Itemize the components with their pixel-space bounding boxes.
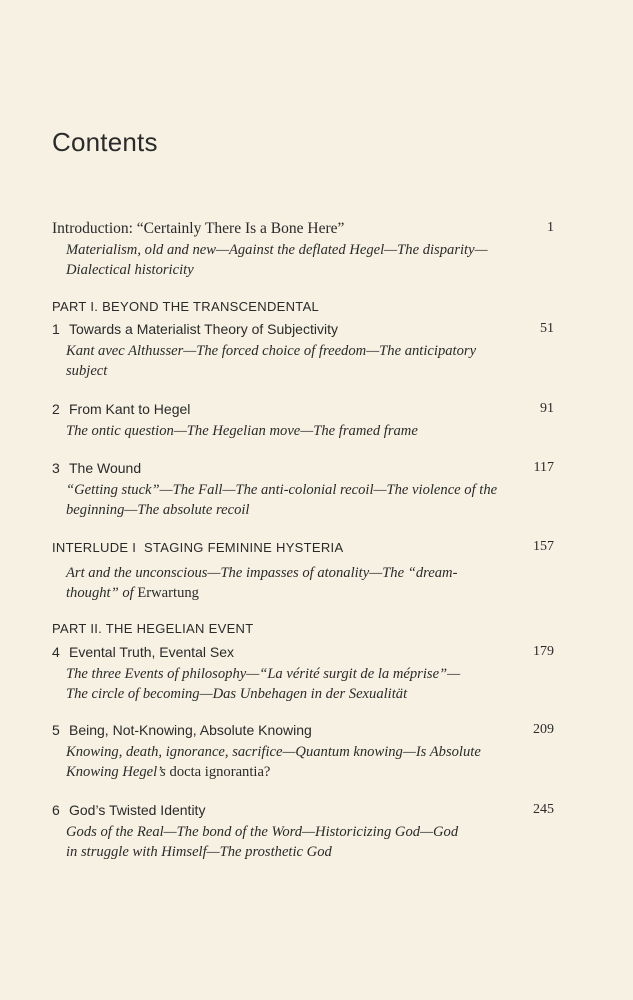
subtitle-line: [66, 762, 536, 782]
entry-title: God’s Twisted Identity: [69, 802, 206, 818]
entry-subtitle: [52, 240, 536, 280]
toc-entry-chapter-6[interactable]: [52, 802, 554, 862]
entry-heading-line: [52, 220, 554, 240]
subtitle-line: Dialectical historicity: [66, 262, 194, 278]
entry-heading-line: [52, 802, 554, 822]
toc-entry-chapter-1[interactable]: [52, 321, 554, 381]
entry-subtitle: [52, 664, 536, 704]
entry-title: The Wound: [69, 460, 142, 476]
page-title: Contents: [52, 127, 158, 157]
page-number: 1: [547, 220, 554, 235]
chapter-number: 4: [52, 644, 60, 660]
subtitle-text: thought” of: [66, 585, 138, 601]
subtitle-line: in struggle with Himself—The prosthetic God: [66, 844, 332, 860]
chapter-number: 5: [52, 722, 60, 738]
subtitle-line: The three Events of philosophy—“La vérité surgit de la méprise”—: [66, 666, 461, 682]
work-title: Erwartung: [137, 585, 199, 601]
entry-heading-line: [52, 460, 554, 480]
page-number: 51: [540, 321, 554, 336]
entry-heading-line: [52, 539, 554, 559]
entry-title: Introduction: “Certainly There Is a Bone Here”: [52, 220, 345, 237]
subtitle-line: Kant avec Althusser—The forced choice of freedom—The anticipatory: [66, 343, 477, 359]
subtitle-line: “Getting stuck”—The Fall—The anti-colonial recoil—The violence of the: [66, 482, 498, 498]
page-number: 209: [533, 722, 554, 737]
entry-title: From Kant to Hegel: [69, 401, 191, 417]
page-number: 91: [540, 401, 554, 416]
entry-title: Being, Not-Knowing, Absolute Knowing: [69, 722, 312, 738]
entry-title: Towards a Materialist Theory of Subjectivity: [69, 321, 338, 337]
subtitle-line: Materialism, old and new—Against the deflated Hegel—The disparity—: [66, 242, 488, 258]
subtitle-line: beginning—The absolute recoil: [66, 502, 250, 518]
part-heading-1: PART I. BEYOND THE TRANSCENDENTAL: [52, 299, 320, 314]
chapter-number: 6: [52, 802, 60, 818]
toc-entry-introduction[interactable]: [52, 220, 554, 280]
subtitle-text: Knowing Hegel’s: [66, 764, 170, 780]
chapter-number: 3: [52, 460, 60, 476]
entry-subtitle: [52, 742, 536, 782]
latin-term: docta ignorantia?: [169, 764, 271, 780]
entry-subtitle: [52, 822, 536, 862]
page-number: 179: [533, 644, 554, 659]
entry-subtitle: [52, 480, 536, 520]
part-heading-2: PART II. THE HEGELIAN EVENT: [52, 621, 254, 636]
entry-title: Evental Truth, Evental Sex: [69, 644, 234, 660]
toc-entry-chapter-4[interactable]: [52, 644, 554, 704]
entry-heading-line: [52, 722, 554, 742]
subtitle-line: The circle of becoming—Das Unbehagen in der Sexualität: [66, 686, 408, 702]
chapter-number: 1: [52, 321, 60, 337]
subtitle-line: Art and the unconscious—The impasses of atonality—The “dream-: [66, 565, 458, 581]
subtitle-line: Gods of the Real—The bond of the Word—Historicizing God—God: [66, 824, 459, 840]
toc-entry-chapter-2[interactable]: [52, 401, 554, 441]
page-number: 117: [533, 460, 554, 475]
entry-subtitle: [52, 341, 536, 381]
page-number: 245: [533, 802, 554, 817]
subtitle-line: Knowing, death, ignorance, sacrifice—Quantum knowing—Is Absolute: [66, 744, 481, 760]
toc-entry-interlude[interactable]: [52, 539, 554, 603]
toc-entry-chapter-5[interactable]: [52, 722, 554, 782]
subtitle-line: The ontic question—The Hegelian move—The framed frame: [66, 423, 418, 439]
entry-subtitle: [52, 563, 536, 603]
subtitle-line: [66, 583, 536, 603]
toc-entry-chapter-3[interactable]: [52, 460, 554, 520]
page-number: 157: [533, 539, 554, 554]
entry-subtitle: [52, 421, 536, 441]
entry-heading-line: [52, 321, 554, 341]
entry-title: INTERLUDE I STAGING FEMININE HYSTERIA: [52, 540, 344, 555]
entry-heading-line: [52, 644, 554, 664]
chapter-number: 2: [52, 401, 60, 417]
subtitle-line: subject: [66, 363, 108, 379]
entry-heading-line: [52, 401, 554, 421]
